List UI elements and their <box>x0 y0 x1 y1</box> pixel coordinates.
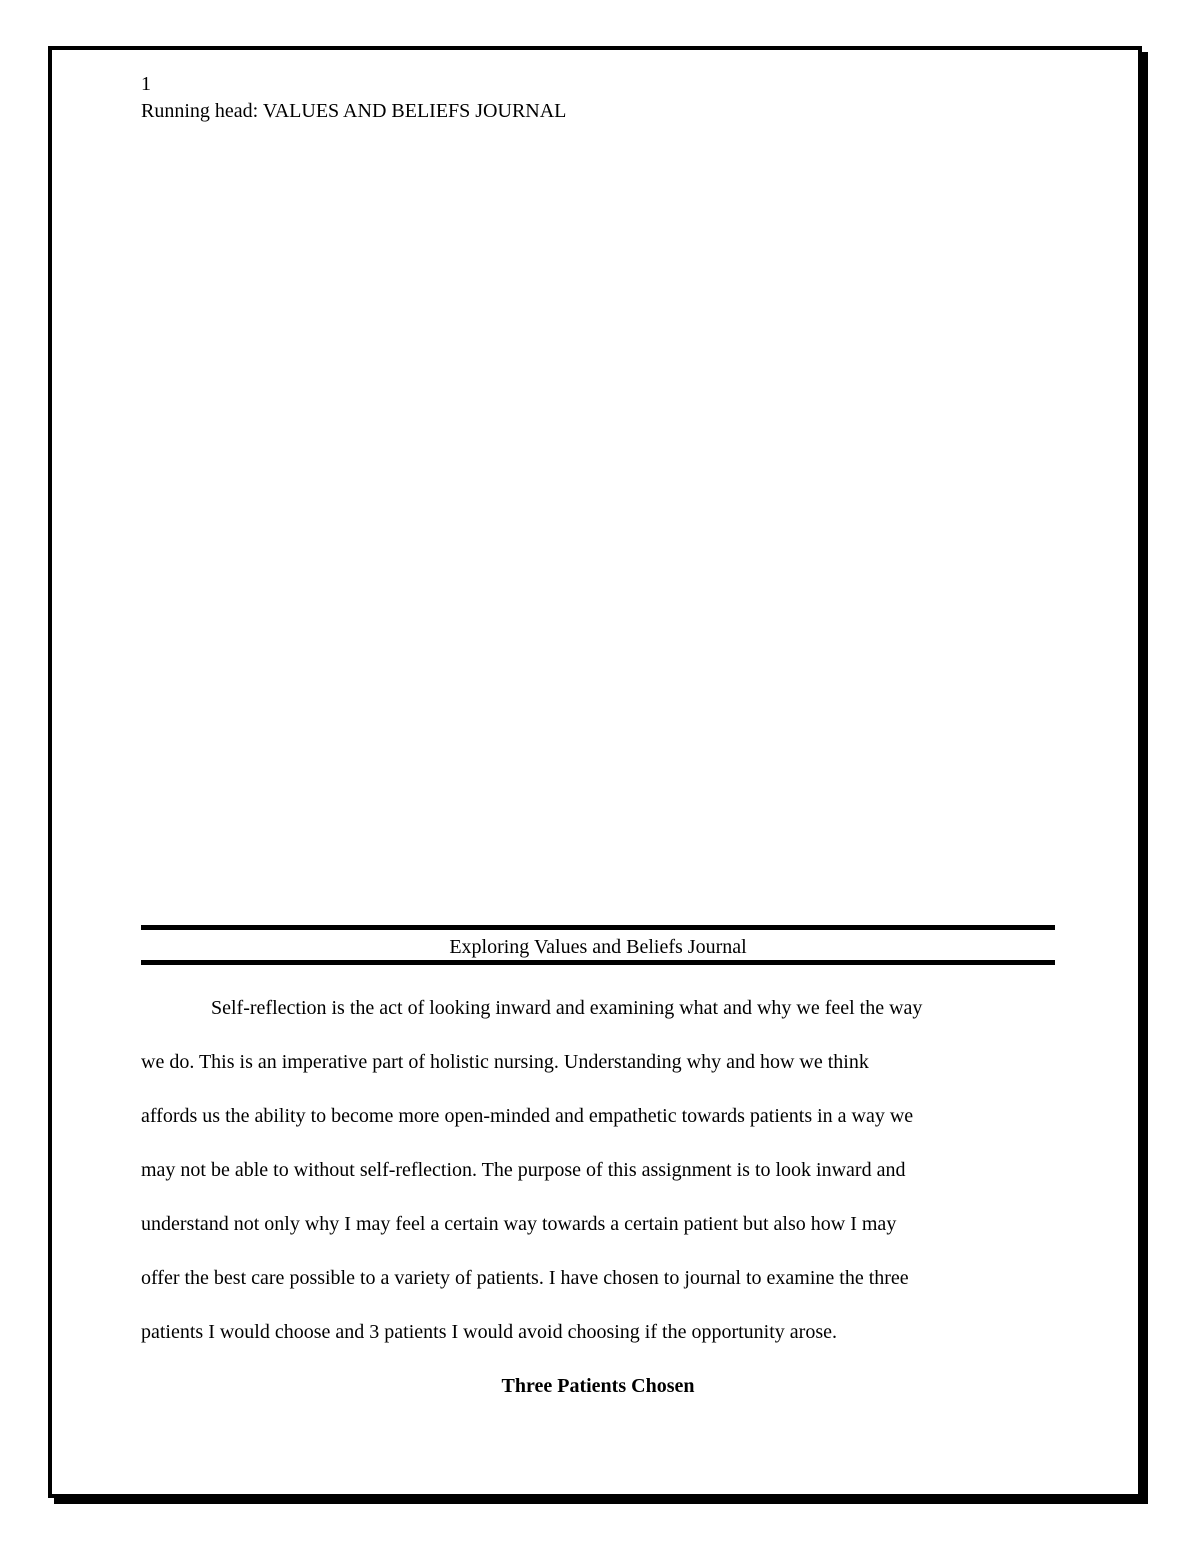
paragraph-line: Self-reflection is the act of looking inward and examining what and why we feel the way <box>211 997 923 1019</box>
document-title: Exploring Values and Beliefs Journal <box>449 936 747 958</box>
paragraph-line: may not be able to without self-reflection. The purpose of this assignment is to look inward and <box>141 1159 906 1181</box>
paragraph-line: affords us the ability to become more open-minded and empathetic towards patients in a way we <box>141 1105 914 1127</box>
paragraph-line: offer the best care possible to a variety of patients. I have chosen to journal to examine the three <box>141 1267 909 1289</box>
page-number: 1 <box>141 73 151 95</box>
title-rule-bottom <box>141 960 1055 965</box>
paragraph-line: patients I would choose and 3 patients I would avoid choosing if the opportunity arose. <box>141 1321 837 1343</box>
intro-paragraph <box>141 990 1055 1368</box>
paragraph-line: understand not only why I may feel a certain way towards a certain patient but also how I may <box>141 1213 897 1235</box>
title-rule-top <box>141 925 1055 930</box>
section-heading: Three Patients Chosen <box>501 1375 695 1397</box>
paragraph-line: we do. This is an imperative part of holistic nursing. Understanding why and how we think <box>141 1051 869 1073</box>
running-head: Running head: VALUES AND BELIEFS JOURNAL <box>141 100 567 122</box>
